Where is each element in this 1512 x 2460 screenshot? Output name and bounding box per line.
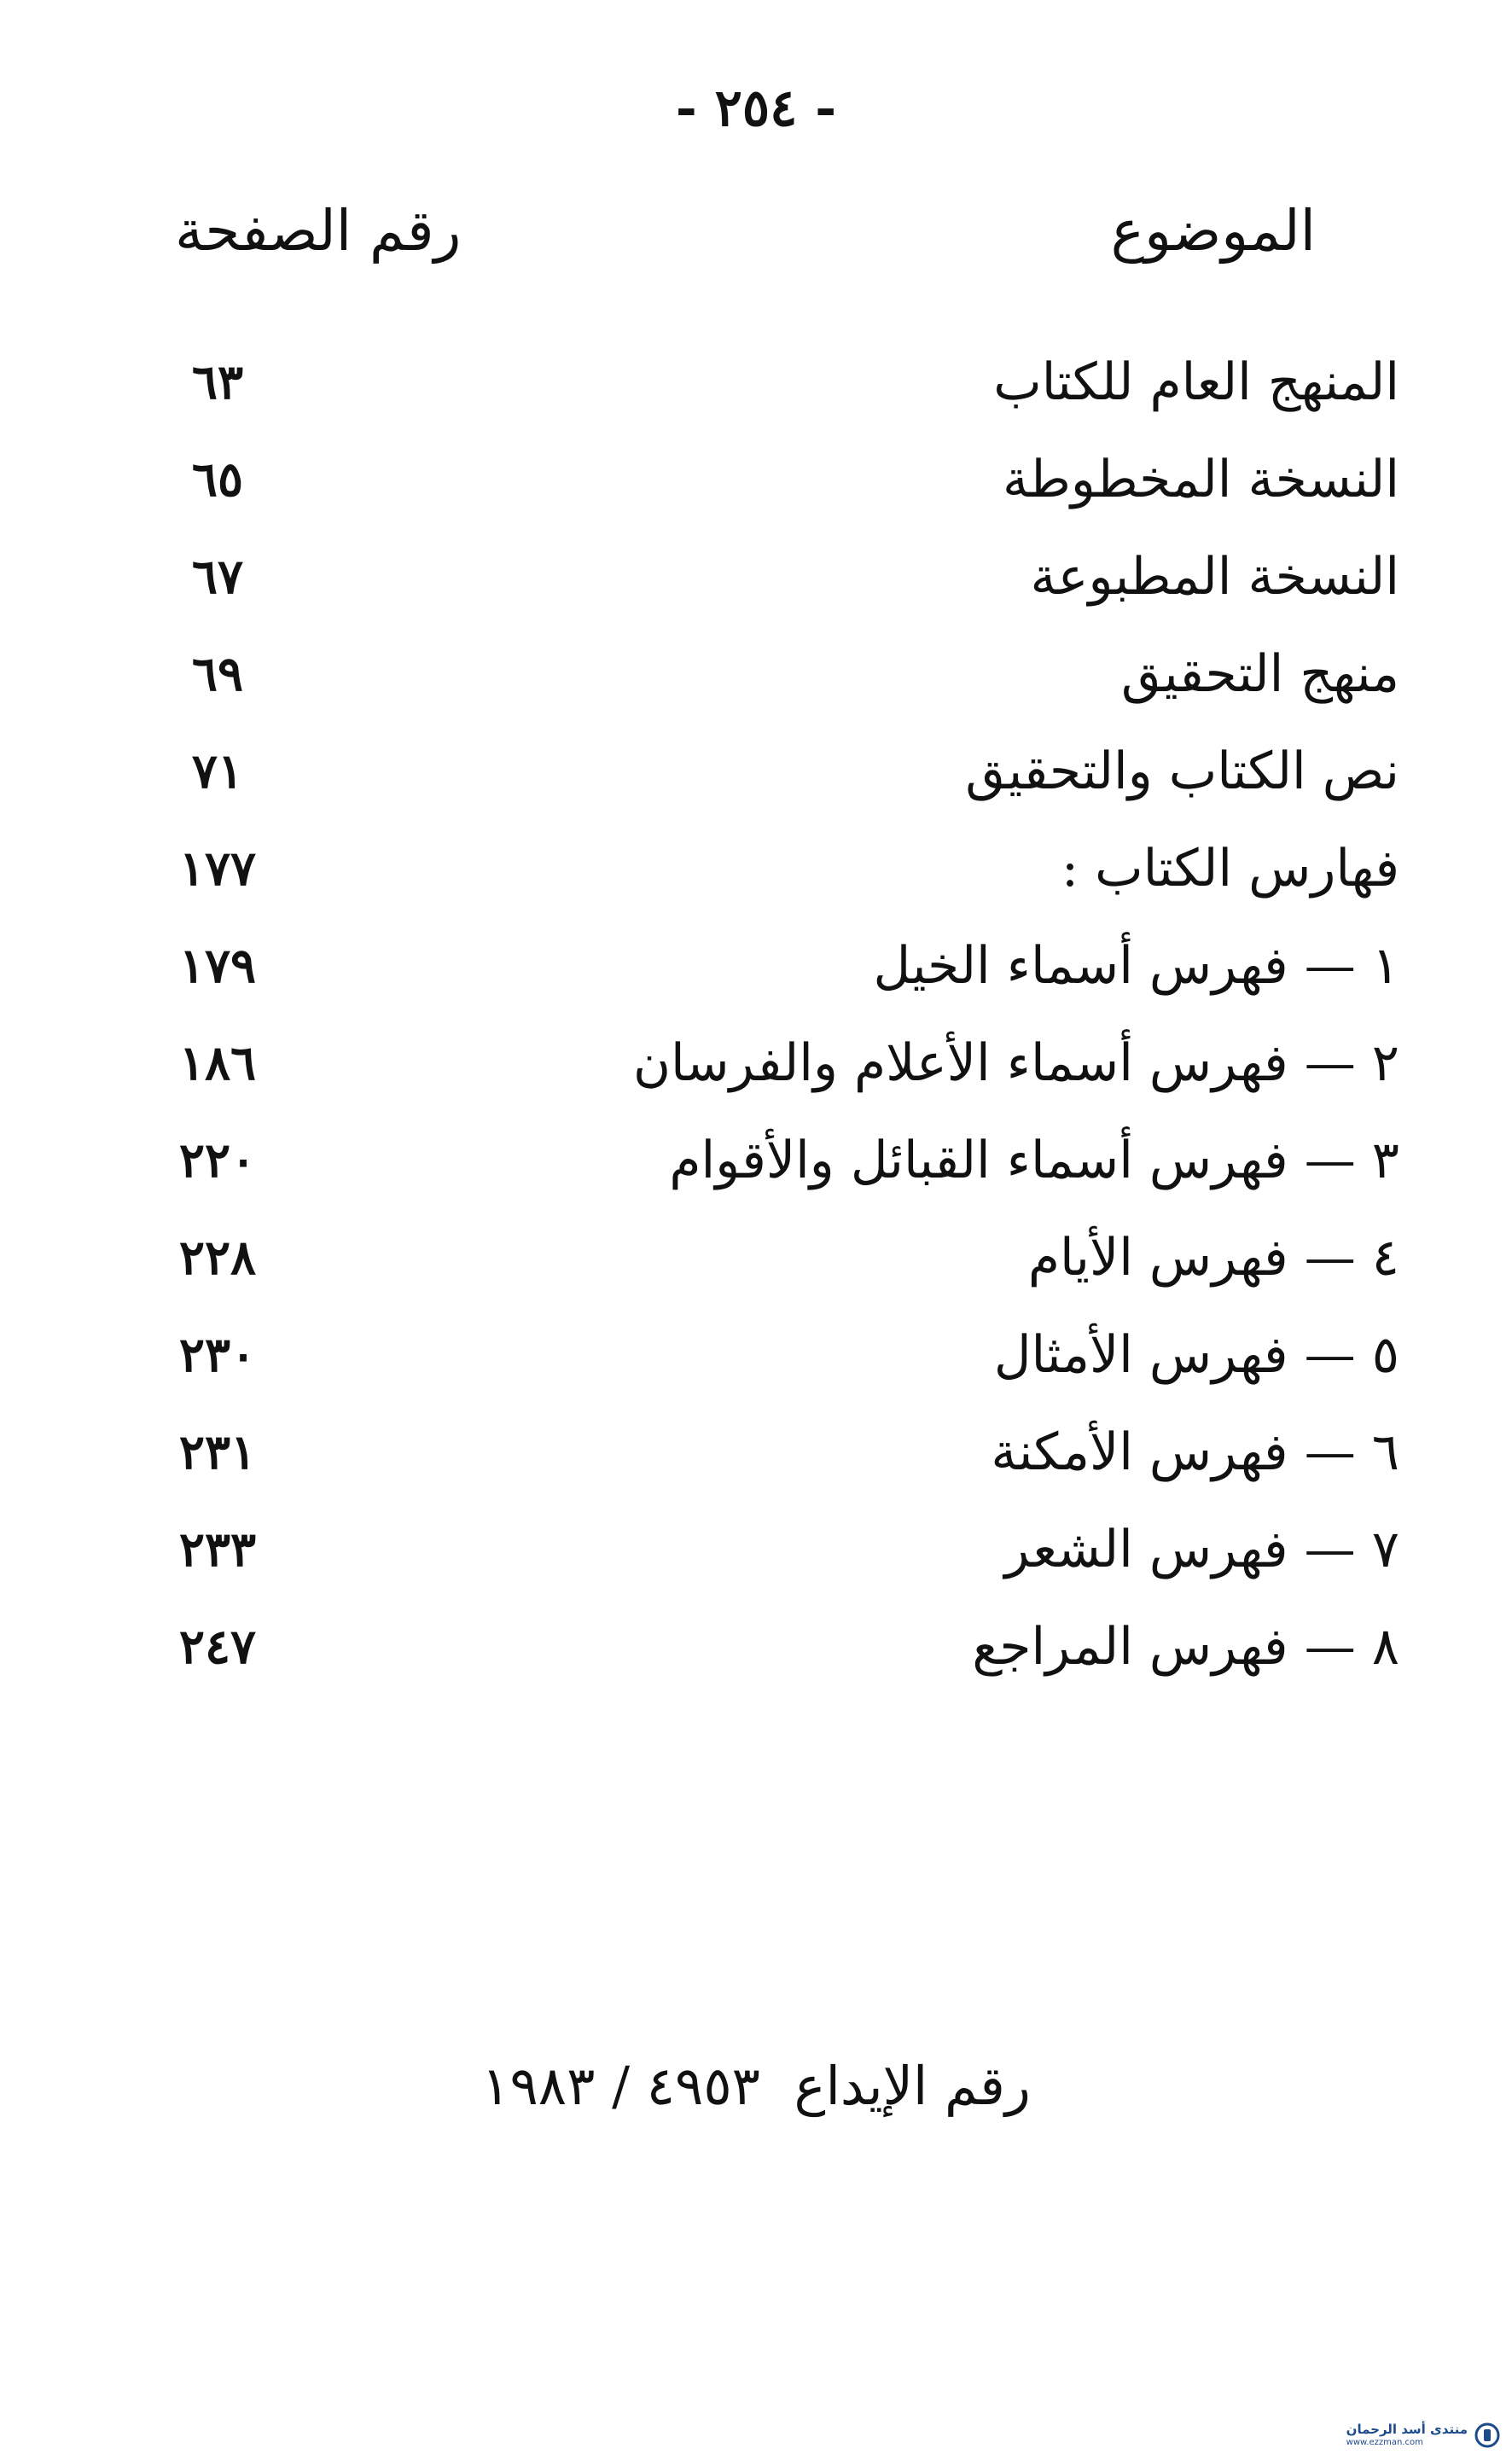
toc-entry-page: ٢٣١ xyxy=(178,1424,257,1480)
page-number: - ٢٥٤ - xyxy=(675,79,837,138)
toc-entry-page: ٦٣ xyxy=(191,354,244,410)
toc-entry xyxy=(171,1610,1399,1707)
forum-watermark xyxy=(1346,2422,1500,2448)
toc-entry xyxy=(171,443,1399,540)
toc-entry-page: ٢٢٠ xyxy=(178,1132,257,1189)
legal-deposit-number xyxy=(0,2055,1512,2117)
forum-logo-icon xyxy=(1474,2422,1500,2448)
toc-entry-title: فهارس الكتاب : xyxy=(1061,839,1399,899)
toc-entry-page: ٦٩ xyxy=(191,646,244,702)
toc-entry xyxy=(171,929,1399,1026)
toc-entry-title: ٨ — فهرس المراجع xyxy=(972,1617,1399,1677)
toc-entry-page: ٦٥ xyxy=(191,451,244,508)
toc-entry-page: ٧١ xyxy=(191,743,244,800)
toc-entry-title: ٣ — فهرس أسماء القبائل والأقوام xyxy=(669,1131,1399,1190)
toc-entry-page: ٢٣٣ xyxy=(178,1521,257,1578)
toc-entry xyxy=(171,1221,1399,1318)
toc-entry-title: ٥ — فهرس الأمثال xyxy=(993,1325,1399,1385)
toc-entry xyxy=(171,540,1399,637)
toc-entry-page: ٦٧ xyxy=(191,549,244,605)
toc-entry-title: ٢ — فهرس أسماء الأعلام والفرسان xyxy=(632,1033,1399,1093)
toc-entry-title: منهج التحقيق xyxy=(1121,644,1399,704)
toc-entry xyxy=(171,1124,1399,1221)
table-of-contents xyxy=(171,346,1399,1707)
toc-entry-page: ١٨٦ xyxy=(178,1035,257,1091)
toc-entry xyxy=(171,637,1399,735)
toc-entry xyxy=(171,1026,1399,1124)
toc-entry xyxy=(171,1513,1399,1610)
watermark-name: منتدى أسد الرحمان xyxy=(1346,2422,1468,2437)
toc-entry-page: ١٧٩ xyxy=(178,938,257,994)
toc-entry-title: ٦ — فهرس الأمكنة xyxy=(991,1422,1399,1482)
toc-entry-page: ١٧٧ xyxy=(178,840,257,897)
toc-entry-title: ٧ — فهرس الشعر xyxy=(1004,1520,1399,1579)
toc-entry-page: ٢٢٨ xyxy=(178,1230,257,1286)
toc-entry xyxy=(171,1318,1399,1416)
topic-column-header: الموضوع xyxy=(1110,198,1316,264)
toc-entry-title: النسخة المطبوعة xyxy=(1030,547,1399,607)
toc-entry-title: نص الكتاب والتحقيق xyxy=(965,741,1399,801)
deposit-value: ٤٩٥٣ / ١٩٨٣ xyxy=(481,2055,760,2117)
toc-entry-page: ٢٣٠ xyxy=(178,1327,257,1383)
toc-entry-title: النسخة المخطوطة xyxy=(1002,450,1399,509)
toc-entry xyxy=(171,832,1399,929)
deposit-label: رقم الإيداع xyxy=(794,2055,1031,2117)
toc-entry-page: ٢٤٧ xyxy=(178,1619,257,1675)
page-column-header: رقم الصفحة xyxy=(175,198,462,264)
toc-entry-title: المنهج العام للكتاب xyxy=(993,352,1399,412)
toc-entry xyxy=(171,735,1399,832)
toc-entry xyxy=(171,1416,1399,1513)
toc-entry xyxy=(171,346,1399,443)
toc-entry-title: ١ — فهرس أسماء الخيل xyxy=(873,936,1399,996)
watermark-url: www.ezzman.com xyxy=(1346,2438,1423,2447)
toc-entry-title: ٤ — فهرس الأيام xyxy=(1027,1228,1399,1288)
